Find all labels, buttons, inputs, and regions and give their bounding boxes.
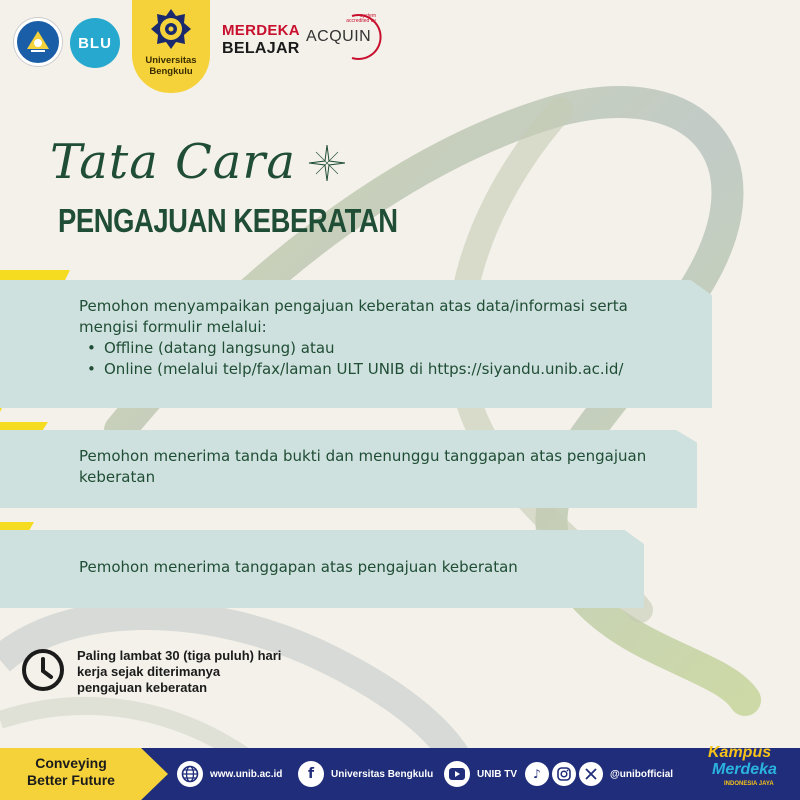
merdeka-line2: BELAJAR xyxy=(222,40,300,57)
kampus-line3: INDONESIA JAYA xyxy=(724,781,774,787)
option-online: Online (melalui telp/fax/laman ULT UNIB di https://siyandu.unib.ac.id/ xyxy=(104,360,624,378)
merdeka-line1: MERDEKA xyxy=(222,22,300,39)
option-offline: Offline (datang langsung) atau xyxy=(104,339,335,357)
title-script: Tata Cara xyxy=(50,134,296,190)
footer-bar xyxy=(0,748,800,800)
merdeka-belajar-logo xyxy=(222,22,300,58)
unib-emblem-icon xyxy=(149,7,193,51)
step-2-text: Pemohon menerima tanda bukti dan menunggu tanggapan atas pengajuan keberatan xyxy=(79,447,647,486)
clock-icon xyxy=(21,648,65,692)
deadline-note: Paling lambat 30 (tiga puluh) hari kerja sejak diterimanya pengajuan keberatan xyxy=(77,648,282,695)
step-1-intro: Pemohon menyampaikan pengajuan keberatan atas data/informasi serta mengisi formulir melalui: xyxy=(79,297,628,336)
tiktok-icon[interactable]: ♪ xyxy=(525,762,549,786)
footer-youtube-label: UNIB TV xyxy=(477,768,517,780)
step-1-options xyxy=(79,338,679,380)
unib-label-line2: Bengkulu xyxy=(149,66,193,77)
instagram-icon[interactable] xyxy=(552,762,576,786)
sparkle-icon xyxy=(307,143,347,183)
footer-website-label: www.unib.ac.id xyxy=(210,768,283,780)
kampus-line2: Merdeka xyxy=(712,761,777,778)
kampus-line1: Kampus xyxy=(708,744,772,761)
kampus-merdeka-logo xyxy=(700,735,795,799)
blu-label: BLU xyxy=(78,34,112,52)
bullet: • xyxy=(87,339,96,357)
footer-facebook-label: Universitas Bengkulu xyxy=(331,768,434,780)
facebook-icon: f xyxy=(298,761,324,787)
logo-bar xyxy=(0,0,800,95)
page-title: PENGAJUAN KEBERATAN xyxy=(58,202,398,239)
unib-label xyxy=(132,55,210,77)
bullet: • xyxy=(87,360,96,378)
footer-facebook-link[interactable] xyxy=(298,761,433,787)
acquin-logo-text: ACQUIN xyxy=(306,28,372,45)
acquin-small-1: system xyxy=(360,13,376,19)
acquin-accreditation-note xyxy=(340,14,376,24)
tut-wuri-icon xyxy=(23,27,53,57)
footer-social-links[interactable] xyxy=(525,761,673,787)
kemdikbud-logo xyxy=(14,18,62,66)
step-3-text: Pemohon menerima tanggapan atas pengajuan keberatan xyxy=(79,558,518,576)
footer-social-handle: @unibofficial xyxy=(610,768,674,780)
globe-icon xyxy=(177,761,203,787)
list-item xyxy=(87,338,679,359)
footer-website-link[interactable] xyxy=(177,761,282,787)
blu-logo xyxy=(70,18,120,68)
list-item xyxy=(87,359,679,380)
youtube-icon xyxy=(444,761,470,787)
unib-label-line1: Universitas xyxy=(145,55,197,66)
x-icon[interactable] xyxy=(579,762,603,786)
acquin-small-2: accredited by xyxy=(346,18,376,24)
step-1-text xyxy=(79,296,679,380)
footer-tagline: Conveying Better Future xyxy=(27,755,115,788)
footer-youtube-link[interactable] xyxy=(444,761,517,787)
